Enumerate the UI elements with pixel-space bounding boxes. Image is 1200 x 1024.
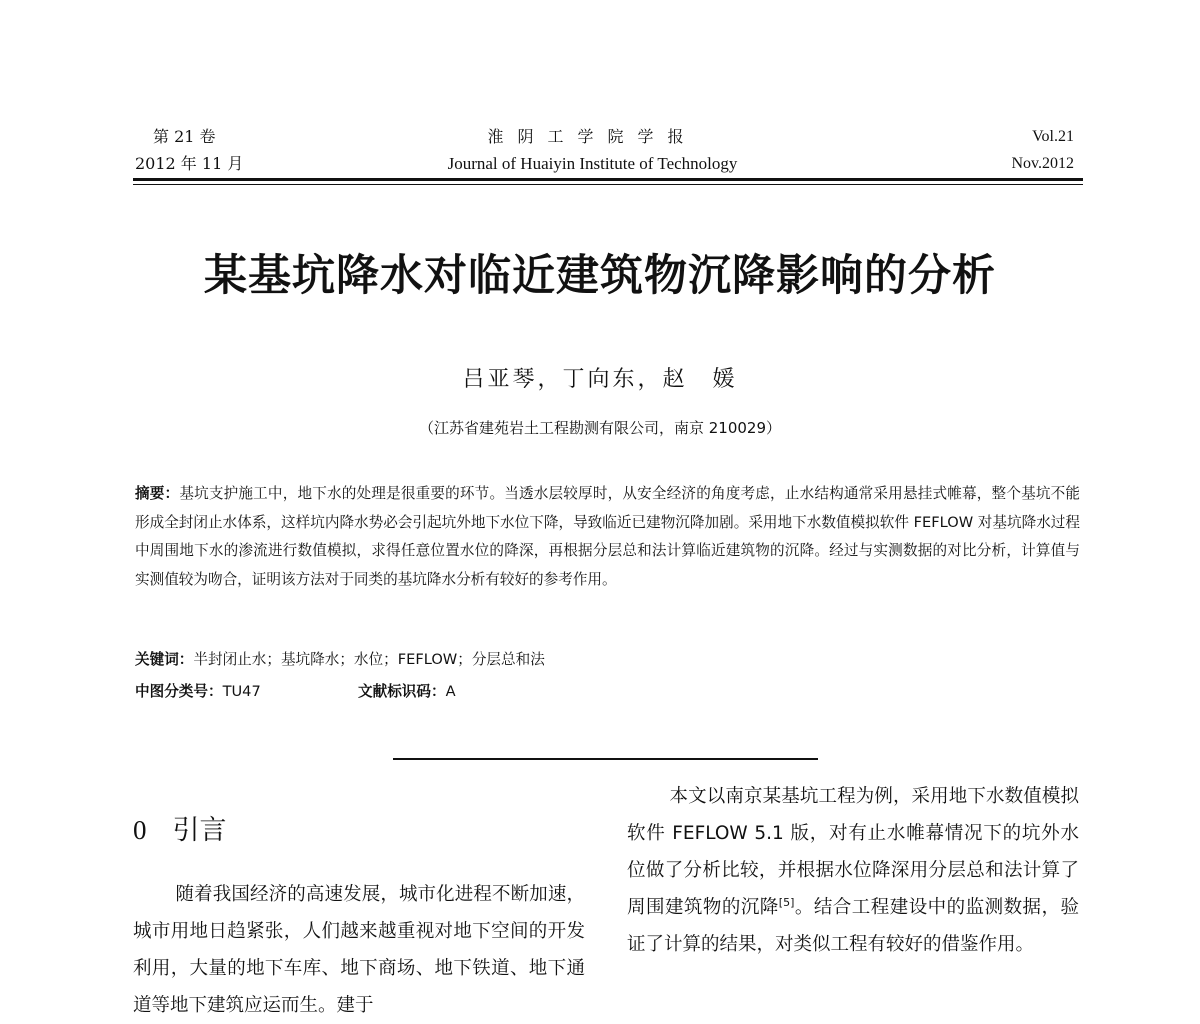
date-en: Nov.2012 bbox=[1011, 155, 1074, 172]
header-left bbox=[135, 123, 243, 177]
document-code bbox=[358, 680, 456, 704]
header-center bbox=[420, 123, 765, 177]
clc-number bbox=[135, 680, 261, 704]
header-rule-thick bbox=[133, 178, 1083, 181]
article-authors: 吕亚琴，丁向东，赵 媛 bbox=[462, 367, 738, 392]
header-rule-thin bbox=[133, 184, 1083, 185]
abstract-text: 基坑支护施工中，地下水的处理是很重要的环节。当透水层较厚时，从安全经济的角度考虑，止水结构通常采用悬挂式帷幕，整个基坑不能形成全封闭止水体系，这样坑内降水势必会引起坑外地下水位下降，导致临近已建物沉降加剧。采用地下水数值模拟软件 FEFLOW 对基坑降水过程中周围地下水的渗流进行数值模拟，求得任意位置水位的降深，再根据分层总和法计算临近建筑物的沉降。经过与实测数据的对比分析，计算值与实测值较为吻合，证明该方法对于同类的基坑降水分析有较好的参考作用。 bbox=[135, 485, 1080, 588]
header-right bbox=[1011, 123, 1074, 177]
section-heading bbox=[133, 808, 227, 847]
abstract bbox=[135, 480, 1080, 594]
keywords bbox=[135, 648, 1080, 672]
article-title: 某基坑降水对临近建筑物沉降影响的分析 bbox=[204, 251, 996, 301]
article-affiliation: （江苏省建苑岩土工程勘测有限公司，南京 210029） bbox=[418, 419, 782, 437]
keywords-label: 关键词： bbox=[135, 651, 194, 668]
volume-cn: 第 21 卷 bbox=[153, 127, 216, 146]
journal-name-cn: 淮阴工学院学报 bbox=[487, 127, 698, 146]
date-cn: 2012 年 11 月 bbox=[135, 154, 244, 173]
paragraph-text: 本文以南京某基坑工程为例，采用地下水数值模拟软件 FEFLOW 5.1 版，对有止水帷幕情况下的坑外水位做了分析比较，并根据水位降深用分层总和法计算了周围建筑物的沉降 bbox=[627, 786, 1079, 918]
body-paragraph: 随着我国经济的高速发展，城市化进程不断加速，城市用地日趋紧张，人们越来越重视对地下空间的开发利用，大量的地下车库、地下商场、地下铁道、地下通道等地下建筑应运而生。建于 bbox=[133, 884, 585, 1016]
clc-value: TU47 bbox=[222, 683, 261, 700]
citation-ref: [5] bbox=[778, 895, 795, 909]
body-column-left bbox=[133, 876, 585, 1024]
section-title: 引言 bbox=[172, 815, 227, 846]
doc-code-label: 文献标识码： bbox=[358, 683, 446, 700]
keywords-text: 半封闭止水；基坑降水；水位；FEFLOW；分层总和法 bbox=[193, 651, 545, 668]
body-paragraph bbox=[627, 778, 1079, 963]
paragraph-text: 。结合工程建设中的监测数据，验证了计算的结果，对类似工程有较好的借鉴作用。 bbox=[627, 897, 1079, 955]
journal-name-en: Journal of Huaiyin Institute of Technology bbox=[447, 154, 738, 173]
doc-code-value: A bbox=[445, 683, 456, 700]
section-separator bbox=[393, 758, 818, 760]
abstract-label: 摘要： bbox=[135, 485, 180, 502]
section-number: 0 bbox=[133, 815, 147, 845]
volume-en: Vol.21 bbox=[1032, 128, 1074, 145]
body-column-right bbox=[627, 778, 1079, 963]
clc-label: 中图分类号： bbox=[135, 683, 223, 700]
